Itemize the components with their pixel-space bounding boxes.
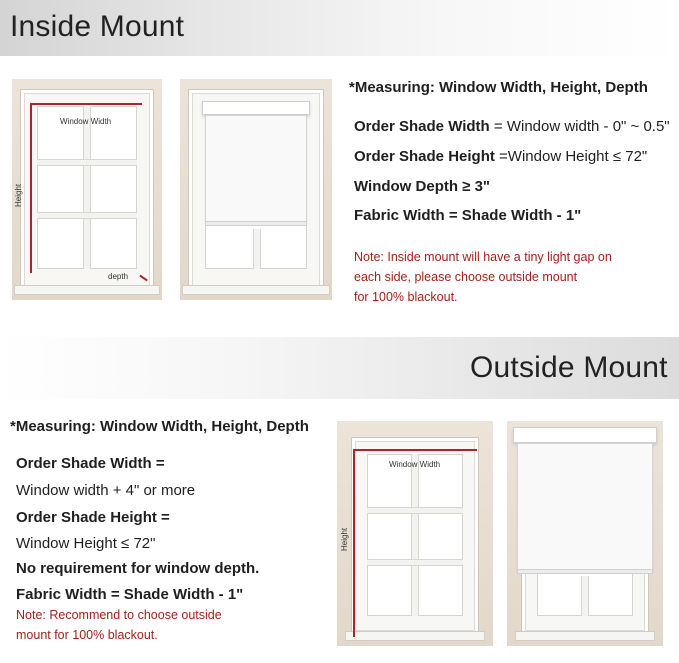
inside-order-width-label: Order Shade Width bbox=[354, 118, 490, 135]
inside-order-width-value: Window width - 0" ~ 0.5" bbox=[506, 118, 670, 135]
inside-order-height bbox=[354, 148, 647, 165]
roller-shade bbox=[517, 443, 653, 571]
window-mullion bbox=[253, 229, 261, 269]
shade-valance bbox=[202, 101, 310, 115]
width-measure-line bbox=[32, 103, 142, 105]
outside-order-height-value: Window Height ≤ 72" bbox=[16, 535, 156, 552]
window-sill bbox=[182, 285, 330, 295]
outside-order-height-label: Order Shade Height = bbox=[16, 509, 170, 526]
outside-note bbox=[16, 605, 222, 645]
width-measure-line bbox=[353, 449, 477, 451]
inside-note-line-3: for 100% blackout. bbox=[354, 290, 458, 304]
inside-note-line-1: Note: Inside mount will have a tiny light gap on bbox=[354, 250, 612, 264]
window-muntin-upper bbox=[37, 159, 137, 166]
window-mullion bbox=[411, 454, 419, 616]
outside-no-depth: No requirement for window depth. bbox=[16, 560, 260, 577]
outside-measuring-heading: *Measuring: Window Width, Height, Depth bbox=[10, 418, 309, 435]
inside-shade-diagram bbox=[180, 79, 332, 300]
outside-mount-title: Outside Mount bbox=[470, 351, 668, 384]
roller-shade bbox=[205, 115, 307, 223]
outside-note-line-1: Note: Recommend to choose outside bbox=[16, 608, 222, 622]
window-muntin-lower bbox=[37, 212, 137, 219]
height-measure-line bbox=[30, 103, 32, 273]
height-measure-line bbox=[353, 449, 355, 637]
inside-fabric-width: Fabric Width = Shade Width - 1" bbox=[354, 207, 582, 224]
outside-window-diagram bbox=[337, 421, 493, 646]
inside-note-line-2: each side, please choose outside mount bbox=[354, 270, 578, 284]
window-sill bbox=[515, 631, 655, 641]
shade-valance bbox=[513, 427, 657, 443]
inside-note bbox=[354, 247, 612, 307]
inside-order-height-value: Window Height ≤ 72" bbox=[507, 148, 648, 165]
window-muntin-lower bbox=[367, 559, 463, 566]
shade-bottom-bar bbox=[205, 221, 307, 226]
outside-note-line-2: mount for 100% blackout. bbox=[16, 628, 158, 642]
inside-window-diagram bbox=[12, 79, 162, 300]
inside-order-height-label: Order Shade Height bbox=[354, 148, 495, 165]
shade-bottom-bar bbox=[517, 569, 653, 574]
inside-window-depth: Window Depth ≥ 3" bbox=[354, 178, 491, 195]
equals-sign: = bbox=[489, 118, 507, 135]
depth-label: depth bbox=[108, 272, 129, 281]
window-width-label: Window Width bbox=[389, 460, 441, 469]
outside-fabric-width: Fabric Width = Shade Width - 1" bbox=[16, 586, 244, 603]
inside-mount-title: Inside Mount bbox=[10, 10, 185, 43]
height-label: Height bbox=[340, 527, 349, 551]
window-muntin-upper bbox=[367, 507, 463, 514]
window-sill bbox=[345, 631, 485, 641]
inside-measuring-heading: *Measuring: Window Width, Height, Depth bbox=[349, 79, 648, 96]
height-label: Height bbox=[14, 183, 23, 207]
outside-order-width-value: Window width + 4" or more bbox=[16, 482, 196, 499]
window-sill bbox=[14, 285, 160, 295]
window-mullion bbox=[83, 106, 91, 269]
equals-sign: = bbox=[494, 148, 508, 165]
window-width-label: Window Width bbox=[60, 117, 112, 126]
outside-order-width-label: Order Shade Width = bbox=[16, 455, 165, 472]
inside-order-width bbox=[354, 118, 670, 135]
window-mullion bbox=[581, 576, 589, 616]
outside-shade-diagram bbox=[507, 421, 663, 646]
